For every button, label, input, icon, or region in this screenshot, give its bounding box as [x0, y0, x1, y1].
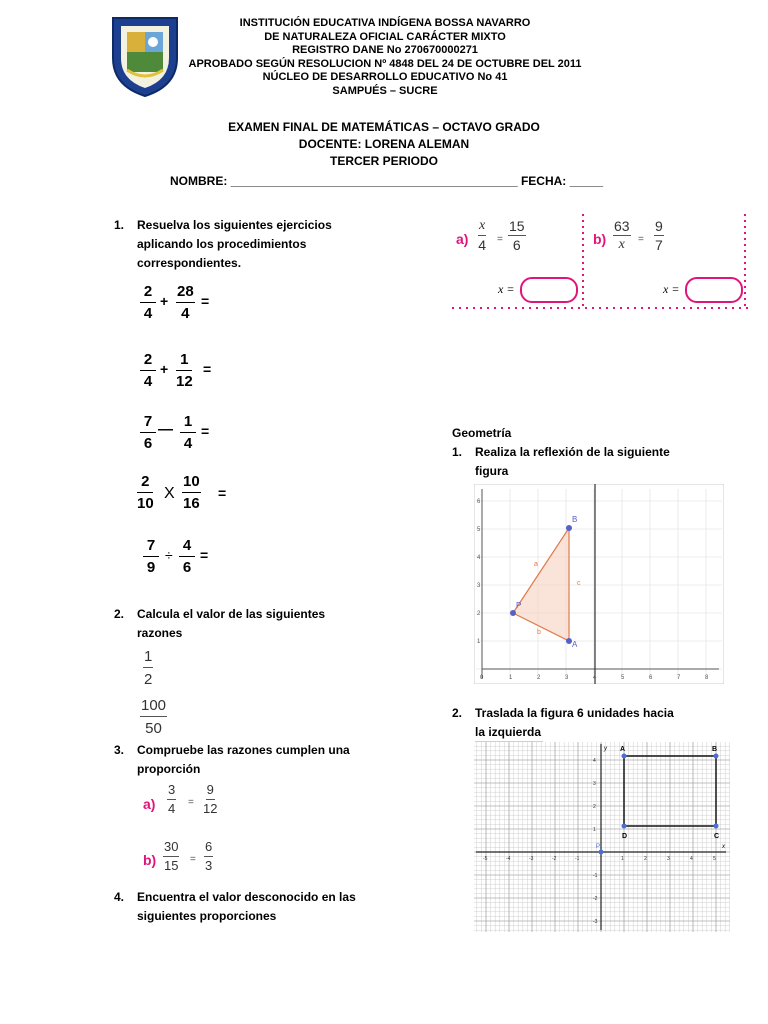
- tick-label: -2: [593, 896, 598, 902]
- geo-q1-line: figura: [475, 464, 509, 478]
- exam-teacher: DOCENTE: LORENA ALEMAN: [298, 137, 470, 151]
- school-header: [150, 17, 620, 98]
- axis-label: y: [604, 746, 607, 752]
- fraction: $\frac{28}{4}$: [177, 283, 194, 322]
- equals-sign: =: [201, 423, 210, 439]
- tick-label: 2: [477, 611, 481, 617]
- header-line: INSTITUCIÓN EDUCATIVA INDÍGENA BOSSA NAVARRO: [239, 17, 531, 29]
- q2-prompt-line: razones: [137, 626, 183, 640]
- geo-q1-line: Realiza la reflexión de la siguiente: [475, 445, 670, 459]
- axis-label: x: [722, 844, 725, 850]
- vertex-label: B: [712, 746, 718, 753]
- geometry-title: Geometría: [452, 426, 512, 440]
- answer-field-b[interactable]: [685, 277, 743, 303]
- q2-number: 2.: [114, 607, 125, 621]
- tick-label: -1: [593, 873, 598, 879]
- equals-sign: =: [190, 854, 196, 865]
- fraction: 3 4: [168, 782, 176, 816]
- operator: +: [160, 293, 169, 309]
- header-line: NÚCLEO DE DESARROLLO EDUCATIVO No 41: [262, 71, 508, 83]
- q4-prompt-line: siguientes proporciones: [137, 909, 277, 923]
- tick-label: 4: [690, 856, 693, 862]
- q4-prompt: [137, 888, 377, 926]
- origin-point: [599, 850, 604, 855]
- fraction: $\frac{2}{10}$: [137, 473, 154, 512]
- item-label: b): [143, 852, 157, 868]
- equals-sign: =: [200, 547, 209, 563]
- q1-prompt-line: correspondientes.: [137, 256, 242, 270]
- fraction: $\frac{7}{9}$: [143, 538, 159, 576]
- tick-label: 7: [677, 675, 681, 681]
- vertex-label: C: [714, 833, 720, 840]
- vertex-point: [622, 824, 627, 829]
- q3-prompt: [137, 741, 377, 779]
- vertex-point: [622, 754, 627, 759]
- name-date-line: NOMBRE: ___________________________________________ FECHA: _____: [170, 174, 604, 188]
- tick-label: 4: [477, 555, 481, 561]
- equals-sign: =: [188, 797, 194, 808]
- ratio: 1 2: [144, 648, 153, 688]
- answer-label-b: x =: [663, 282, 680, 296]
- tick-label: -2: [552, 856, 557, 862]
- tick-label: 3: [477, 583, 481, 589]
- equals-sign: =: [201, 293, 210, 309]
- tick-label: 1: [621, 856, 624, 862]
- tick-label: -3: [529, 856, 534, 862]
- operator: X: [164, 485, 175, 502]
- q2-prompt: [137, 605, 377, 643]
- q4-prompt-line: Encuentra el valor desconocido en las: [137, 890, 356, 904]
- tick-label: -1: [575, 856, 580, 862]
- q4-number: 4.: [114, 890, 125, 904]
- operator: —: [158, 421, 173, 438]
- fraction: x 4: [478, 218, 486, 253]
- q3-prompt-line: proporción: [137, 762, 201, 776]
- exam-period: TERCER PERIODO: [329, 154, 438, 168]
- fraction: $\frac{10}{16}$: [183, 473, 200, 512]
- tick-label: 2: [593, 804, 596, 810]
- vertex-label: B: [572, 515, 578, 524]
- tick-label: 0: [480, 675, 484, 681]
- vertex-point: [566, 525, 572, 531]
- fraction: 9 12: [203, 782, 218, 816]
- fraction: $\frac{1}{4}$: [180, 414, 196, 452]
- geo-q1-prompt: [475, 443, 725, 481]
- tick-label: 1: [509, 675, 513, 681]
- tick-label: 6: [649, 675, 653, 681]
- equals-sign: =: [497, 234, 503, 245]
- geo-q2-number: 2.: [452, 706, 463, 720]
- header-line: REGISTRO DANE No 270670000271: [292, 44, 478, 56]
- header-line: APROBADO SEGÚN RESOLUCION Nº 4848 DEL 24 DE OCTUBRE DEL 2011: [188, 57, 582, 70]
- geo-q2-line: la izquierda: [475, 725, 542, 739]
- operator: +: [160, 361, 169, 377]
- tick-label: 5: [621, 675, 625, 681]
- equals-sign: =: [218, 485, 227, 501]
- q1-prompt-line: Resuelva los siguientes ejercicios: [137, 218, 332, 232]
- tick-label: 5: [477, 527, 481, 533]
- q1-prompt-line: aplicando los procedimientos: [137, 237, 307, 251]
- answer-label-a: x =: [498, 282, 515, 296]
- answer-field-a[interactable]: [520, 277, 578, 303]
- q3-prompt-line: Compruebe las razones cumplen una: [137, 743, 350, 757]
- vertex-label: A: [620, 746, 626, 753]
- tick-label: 4: [593, 758, 596, 764]
- tick-label: -3: [593, 919, 598, 925]
- reflection-grid: [474, 484, 724, 684]
- fraction: 9 7: [655, 218, 663, 253]
- exam-title: EXAMEN FINAL DE MATEMÁTICAS – OCTAVO GRADO: [228, 120, 540, 134]
- vertex-label: D: [622, 833, 628, 840]
- translation-grid: [474, 742, 730, 932]
- tick-label: -5: [483, 856, 488, 862]
- vertex-point: [714, 754, 719, 759]
- side-label: c: [577, 580, 581, 587]
- q1-number: 1.: [114, 218, 125, 232]
- fraction: 30 15: [164, 839, 179, 873]
- q3-number: 3.: [114, 743, 125, 757]
- q2-prompt-line: Calcula el valor de las siguientes: [137, 607, 326, 621]
- tick-label: 5: [713, 856, 716, 862]
- equals-sign: =: [638, 234, 644, 245]
- fraction: 15 6: [509, 218, 525, 253]
- proportion-a-label: a): [456, 231, 469, 247]
- fraction: $\frac{2}{4}$: [140, 284, 156, 322]
- fraction: $\frac{7}{6}$: [140, 414, 156, 452]
- vertex-label: P: [596, 844, 601, 850]
- ratio: 100 50: [141, 697, 167, 737]
- geo-q2-line: Traslada la figura 6 unidades hacia: [475, 706, 674, 720]
- fraction: $\frac{1}{12}$: [176, 351, 193, 390]
- header-line: DE NATURALEZA OFICIAL CARÁCTER MIXTO: [264, 30, 506, 43]
- proportion-b-label: b): [593, 231, 607, 247]
- tick-label: -4: [506, 856, 511, 862]
- tick-label: 2: [644, 856, 647, 862]
- vertex-point: [714, 824, 719, 829]
- geo-q2-prompt: [475, 704, 725, 742]
- equals-sign: =: [203, 361, 212, 377]
- tick-label: 3: [667, 856, 670, 862]
- item-label: a): [143, 796, 156, 812]
- fraction: $\frac{4}{6}$: [179, 538, 195, 576]
- side-label: a: [534, 561, 538, 568]
- vertex-label: A: [572, 640, 578, 649]
- side-label: b: [537, 629, 541, 636]
- q1-prompt: [137, 216, 377, 273]
- tick-label: 3: [593, 781, 596, 787]
- header-line: SAMPUÉS – SUCRE: [332, 84, 438, 97]
- tick-label: 3: [565, 675, 569, 681]
- vertex-label: P: [516, 601, 522, 610]
- tick-label: 1: [477, 639, 481, 645]
- tick-label: 6: [477, 499, 481, 505]
- fraction: $\frac{2}{4}$: [140, 352, 156, 390]
- fraction: 63 x: [614, 218, 630, 252]
- operator: ÷: [165, 547, 173, 563]
- tick-label: 4: [593, 675, 597, 681]
- tick-label: 2: [537, 675, 541, 681]
- tick-label: 1: [593, 827, 596, 833]
- tick-label: 8: [705, 675, 709, 681]
- geo-q1-number: 1.: [452, 445, 463, 459]
- fraction: 6 3: [205, 839, 213, 873]
- vertex-point: [510, 610, 516, 616]
